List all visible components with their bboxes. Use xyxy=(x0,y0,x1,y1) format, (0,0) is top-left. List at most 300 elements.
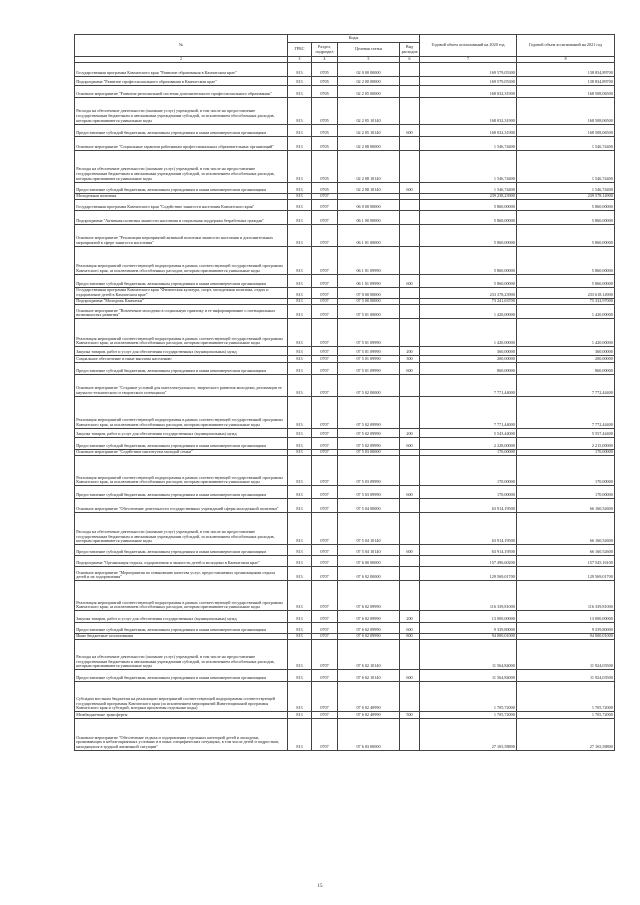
row-amount-2020: 7 771,44000 xyxy=(420,396,517,428)
table-row xyxy=(75,136,615,150)
row-kind: 800 xyxy=(400,634,420,640)
row-amount-2021: 5 860,00000 xyxy=(517,274,615,287)
row-section: 0705 xyxy=(312,182,338,193)
row-name: Расходы на обеспечение деятельности (оказание услуг) учреждений, в том числе на предоставление государственным бюджетным и автономным учреждениям субсидий, за исключением обособленных расходов, которым присваиваются уникальные коды xyxy=(75,513,288,545)
row-name: Основное мероприятие "Вовлечение молодежи в социальную практику и ее информирование о потенциальных возможностях развития" xyxy=(75,305,288,319)
row-target: 06 0 00 00000 xyxy=(338,199,400,210)
row-name: Субсидии местным бюджетам на реализацию мероприятий соответствующей подпрограммы соответствующей государственной программы Камчатского края (за исключением мероприятий Инвестиционной программы Камчатского края и субсидий, которым присвоены отдельные коды) xyxy=(75,682,288,712)
row-grbs: 813 xyxy=(288,224,312,246)
row-name: Основное мероприятие "Развитие региональной системы дополнительного профессионального образования" xyxy=(75,85,288,97)
row-kind: 600 xyxy=(400,274,420,287)
row-kind: 600 xyxy=(400,182,420,193)
row-name: Предоставление субсидий бюджетным, автономным учреждениям и иным некоммерческим организациям xyxy=(75,182,288,193)
row-grbs: 813 xyxy=(288,136,312,150)
row-kind: 600 xyxy=(400,545,420,556)
row-amount-2021: 11 924,03500 xyxy=(517,670,615,682)
row-name: Основное мероприятие "Обеспечение отдыха и оздоровления отдельных категорий детей и молодежи, проживающих в неблагоприятных условиях и в иных специфических ситуациях, в том числе детей и подростков, находящихся в трудной жизненной ситуации" xyxy=(75,718,288,750)
row-amount-2021: 1 546,74400 xyxy=(517,150,615,182)
column-number: 5 xyxy=(338,57,400,63)
row-kind xyxy=(400,62,420,76)
row-name: Подпрограмма "Развитие профессионального образования в Камчатском крае" xyxy=(75,76,288,85)
row-section: 0707 xyxy=(312,634,338,640)
table-row xyxy=(75,456,615,486)
row-target: 07 5 03 09990 xyxy=(338,486,400,499)
row-kind xyxy=(400,374,420,396)
row-amount-2020: 1 420,00000 xyxy=(420,319,517,347)
row-target: 02 2 08 10140 xyxy=(338,182,400,193)
row-section: 0707 xyxy=(312,298,338,304)
row-amount-2021: 239 578,14900 xyxy=(517,193,615,199)
table-row xyxy=(75,305,615,319)
table-row xyxy=(75,210,615,224)
row-kind xyxy=(400,210,420,224)
header-no: № xyxy=(179,42,183,48)
table-row xyxy=(75,499,615,513)
row-grbs: 813 xyxy=(288,274,312,287)
row-name: Предоставление субсидий бюджетным, автономным учреждениям и иным некоммерческим организациям xyxy=(75,486,288,499)
table-row xyxy=(75,545,615,556)
row-grbs: 813 xyxy=(288,287,312,298)
row-target: 06 1 01 00000 xyxy=(338,224,400,246)
row-amount-2021: 5 860,00000 xyxy=(517,224,615,246)
row-target: 02 2 00 00000 xyxy=(338,76,400,85)
row-section: 0707 xyxy=(312,567,338,581)
row-grbs: 813 xyxy=(288,193,312,199)
row-grbs: 813 xyxy=(288,682,312,712)
row-section: 0707 xyxy=(312,513,338,545)
row-section: 0705 xyxy=(312,76,338,85)
row-name: Реализация мероприятий соответствующей подпрограммы в рамках соответствующей государственной программы Камчатского края, за исключением обособленных расходов, которым присваиваются уникальные коды xyxy=(75,396,288,428)
row-target: 06 1 01 09990 xyxy=(338,274,400,287)
row-kind: 200 xyxy=(400,428,420,437)
table-row xyxy=(75,640,615,670)
row-section: 0707 xyxy=(312,556,338,567)
table-row xyxy=(75,428,615,437)
row-grbs: 813 xyxy=(288,62,312,76)
row-grbs: 813 xyxy=(288,718,312,750)
row-grbs: 813 xyxy=(288,449,312,455)
row-grbs: 813 xyxy=(288,356,312,362)
row-grbs: 813 xyxy=(288,305,312,319)
row-target: 07 5 01 09990 xyxy=(338,362,400,374)
column-number: 8 xyxy=(517,57,615,63)
table-row xyxy=(75,150,615,182)
row-kind: 500 xyxy=(400,712,420,718)
row-amount-2021: 2 215,00000 xyxy=(517,437,615,449)
row-kind xyxy=(400,499,420,513)
row-kind xyxy=(400,305,420,319)
budget-table xyxy=(74,34,615,751)
row-amount-2021: 233 618,14900 xyxy=(517,287,615,298)
row-section: 0707 xyxy=(312,224,338,246)
row-name: Основное мероприятие "Социальные гарантии работникам профессиональных образовательных организаций" xyxy=(75,136,288,150)
row-target: 07 5 04 10140 xyxy=(338,545,400,556)
row-section: 0707 xyxy=(312,274,338,287)
row-target: 02 2 05 10140 xyxy=(338,97,400,124)
row-kind: 600 xyxy=(400,124,420,136)
row-name: Основное мероприятие "Реализация мероприятий активной политики занятости населения и дополнительных мероприятий в сфере занятости населения" xyxy=(75,224,288,246)
row-amount-2020: 11 564,84000 xyxy=(420,640,517,670)
row-name: Социальное обеспечение и иные выплаты населению xyxy=(75,356,288,362)
row-target: 07 6 02 09990 xyxy=(338,634,400,640)
table-row xyxy=(75,396,615,428)
row-grbs: 813 xyxy=(288,319,312,347)
row-kind xyxy=(400,567,420,581)
row-amount-2020: 168 032,31900 xyxy=(420,97,517,124)
row-section: 0705 xyxy=(312,150,338,182)
row-section: 0707 xyxy=(312,486,338,499)
row-section: 0707 xyxy=(312,670,338,682)
row-amount-2020: 63 914,19500 xyxy=(420,499,517,513)
row-name: Закупка товаров, работ и услуг для обеспечения государственных (муниципальных) нужд xyxy=(75,347,288,356)
row-amount-2020: 5 860,00000 xyxy=(420,246,517,274)
row-amount-2021: 9 339,80000 xyxy=(517,623,615,634)
table-row xyxy=(75,287,615,298)
row-target: 02 0 00 00000 xyxy=(338,62,400,76)
row-amount-2021: 27 165,58800 xyxy=(517,718,615,750)
row-grbs: 813 xyxy=(288,85,312,97)
row-target: 07 5 02 09990 xyxy=(338,396,400,428)
row-name: Предоставление субсидий бюджетным, автономным учреждениям и иным некоммерческим организациям xyxy=(75,623,288,634)
row-amount-2021: 168 508,06500 xyxy=(517,124,615,136)
row-name: Государственная программа Камчатского края "Содействие занятости населения Камчатского края" xyxy=(75,199,288,210)
table-row xyxy=(75,246,615,274)
row-amount-2020: 13 000,00000 xyxy=(420,611,517,623)
header-codes: Коды xyxy=(288,35,420,43)
row-name: Основное мероприятие "Содействие институтам молодой семьи" xyxy=(75,449,288,455)
row-amount-2021: 170,00000 xyxy=(517,486,615,499)
row-name: Предоставление субсидий бюджетным, автономным учреждениям и иным некоммерческим организациям xyxy=(75,124,288,136)
row-amount-2020: 63 914,19500 xyxy=(420,545,517,556)
column-number: 6 xyxy=(400,57,420,63)
table-row xyxy=(75,362,615,374)
row-name: Расходы на обеспечение деятельности (оказание услуг) учреждений, в том числе на предоставление государственным бюджетным и автономным учреждениям субсидий, за исключением обособленных расходов, которым присваиваются уникальные коды xyxy=(75,150,288,182)
row-section: 0707 xyxy=(312,449,338,455)
row-amount-2020: 73 241,63700 xyxy=(420,298,517,304)
row-grbs: 813 xyxy=(288,670,312,682)
row-name: Подпрограмма "Организация отдыха, оздоровления и занятости детей и молодежи в Камчатском крае" xyxy=(75,556,288,567)
row-grbs: 813 xyxy=(288,210,312,224)
row-section: 0707 xyxy=(312,437,338,449)
row-kind xyxy=(400,199,420,210)
row-name: Реализация мероприятий соответствующей подпрограммы в рамках соответствующей государственной программы Камчатского края, за исключением обособленных расходов, которым присваиваются уникальные коды xyxy=(75,581,288,611)
row-section: 0707 xyxy=(312,712,338,718)
row-amount-2021: 1 705,72000 xyxy=(517,712,615,718)
row-target: 07 6 02 09990 xyxy=(338,581,400,611)
page-number: 15 xyxy=(317,884,323,889)
row-name: Реализация мероприятий соответствующей подпрограммы в рамках соответствующей государственной программы Камчатского края, за исключением обособленных расходов, которым присваиваются уникальные коды xyxy=(75,246,288,274)
row-name: Государственная программа Камчатского края "Физическая культура, спорт, молодежная политика, отдых и оздоровление детей в Камчатском крае" xyxy=(75,287,288,298)
header-vol2020: Годовой объем ассигнований на 2020 год xyxy=(420,35,517,57)
row-name: Предоставление субсидий бюджетным, автономным учреждениям и иным некоммерческим организациям xyxy=(75,274,288,287)
row-grbs: 813 xyxy=(288,182,312,193)
row-section: 0707 xyxy=(312,623,338,634)
row-target: 07 6 03 00000 xyxy=(338,718,400,750)
table-row xyxy=(75,556,615,567)
row-kind: 200 xyxy=(400,347,420,356)
row-amount-2021: 66 160,52600 xyxy=(517,499,615,513)
table-row xyxy=(75,224,615,246)
table-row xyxy=(75,199,615,210)
row-name: Предоставление субсидий бюджетным, автономным учреждениям и иным некоммерческим организациям xyxy=(75,670,288,682)
row-amount-2020: 5 860,00000 xyxy=(420,274,517,287)
row-name: Молодежная политика xyxy=(75,193,288,199)
row-amount-2021: 1 705,72000 xyxy=(517,682,615,712)
row-grbs: 813 xyxy=(288,428,312,437)
row-target: 07 5 01 09990 xyxy=(338,347,400,356)
row-grbs: 813 xyxy=(288,567,312,581)
row-amount-2020: 168 032,31900 xyxy=(420,85,517,97)
row-section: 0707 xyxy=(312,210,338,224)
row-amount-2020: 11 564,84000 xyxy=(420,670,517,682)
row-amount-2020: 169 579,05300 xyxy=(420,62,517,76)
row-section: 0705 xyxy=(312,97,338,124)
row-name: Реализация мероприятий соответствующей подпрограммы в рамках соответствующей государственной программы Камчатского края, за исключением обособленных расходов, которым присваиваются уникальные коды xyxy=(75,456,288,486)
row-grbs: 813 xyxy=(288,362,312,374)
row-section: 0707 xyxy=(312,611,338,623)
row-amount-2021: 138 834,89700 xyxy=(517,62,615,76)
row-amount-2021: 860,00000 xyxy=(517,362,615,374)
row-name: Расходы на обеспечение деятельности (оказание услуг) учреждений, в том числе на предоставление государственным бюджетным и автономным учреждениям субсидий, за исключением обособленных расходов, которым присваиваются уникальные коды xyxy=(75,640,288,670)
budget-rows xyxy=(75,62,615,750)
row-grbs: 813 xyxy=(288,640,312,670)
row-section: 0707 xyxy=(312,246,338,274)
row-target: 06 1 01 09990 xyxy=(338,246,400,274)
row-amount-2020: 9 339,80000 xyxy=(420,623,517,634)
row-grbs: 813 xyxy=(288,513,312,545)
row-grbs: 813 xyxy=(288,456,312,486)
row-kind xyxy=(400,396,420,428)
row-name: Реализация мероприятий соответствующей подпрограммы в рамках соответствующей государственной программы Камчатского края, за исключением обособленных расходов, которым присваиваются уникальные коды xyxy=(75,319,288,347)
row-amount-2020: 239 238,23900 xyxy=(420,193,517,199)
row-amount-2020: 1 546,74400 xyxy=(420,150,517,182)
row-name: Подпрограмма "Молодежь Камчатки" xyxy=(75,298,288,304)
row-grbs: 813 xyxy=(288,499,312,513)
row-amount-2020: 169 579,05300 xyxy=(420,76,517,85)
row-name: Иные бюджетные ассигнования xyxy=(75,634,288,640)
row-target: 02 2 08 10140 xyxy=(338,150,400,182)
table-row xyxy=(75,670,615,682)
row-name: Основное мероприятие "Мероприятия по повышению качества услуг, предоставляемых организациями отдыха детей и их оздоровления" xyxy=(75,567,288,581)
row-section: 0707 xyxy=(312,374,338,396)
row-name: Межбюджетные трансферты xyxy=(75,712,288,718)
row-target: 06 1 00 00000 xyxy=(338,210,400,224)
row-amount-2021: 138 834,89700 xyxy=(517,76,615,85)
row-grbs: 813 xyxy=(288,712,312,718)
row-kind xyxy=(400,319,420,347)
row-amount-2020: 5 543,44000 xyxy=(420,428,517,437)
row-target: 07 6 02 09990 xyxy=(338,623,400,634)
column-number: 2 xyxy=(75,57,288,63)
row-amount-2021: 170,00000 xyxy=(517,456,615,486)
row-amount-2021: 13 000,00000 xyxy=(517,611,615,623)
row-amount-2021: 1 546,74400 xyxy=(517,136,615,150)
row-amount-2020: 94 000,01000 xyxy=(420,634,517,640)
row-amount-2020: 7 771,44000 xyxy=(420,374,517,396)
row-grbs: 813 xyxy=(288,150,312,182)
row-amount-2020: 200,00000 xyxy=(420,356,517,362)
row-kind xyxy=(400,682,420,712)
row-kind: 600 xyxy=(400,486,420,499)
row-grbs: 813 xyxy=(288,124,312,136)
row-amount-2021: 5 860,00000 xyxy=(517,210,615,224)
table-row xyxy=(75,319,615,347)
row-grbs: 813 xyxy=(288,437,312,449)
row-amount-2021: 7 772,44400 xyxy=(517,374,615,396)
table-row xyxy=(75,97,615,124)
row-amount-2020: 157 496,60200 xyxy=(420,556,517,567)
row-target: 02 2 08 00000 xyxy=(338,136,400,150)
row-kind xyxy=(400,513,420,545)
row-amount-2021: 5 860,00000 xyxy=(517,246,615,274)
row-name: Предоставление субсидий бюджетным, автономным учреждениям и иным некоммерческим организациям xyxy=(75,545,288,556)
row-kind xyxy=(400,85,420,97)
row-kind xyxy=(400,224,420,246)
row-amount-2021: 200,00000 xyxy=(517,356,615,362)
row-amount-2020: 2 228,00000 xyxy=(420,437,517,449)
row-grbs: 813 xyxy=(288,581,312,611)
row-target: 07 5 02 09990 xyxy=(338,437,400,449)
row-amount-2021: 66 160,52600 xyxy=(517,545,615,556)
row-section: 0707 xyxy=(312,718,338,750)
row-target: 07 0 00 00000 xyxy=(338,287,400,298)
table-row xyxy=(75,623,615,634)
row-target: 07 6 02 00000 xyxy=(338,567,400,581)
row-amount-2021: 5 557,44400 xyxy=(517,428,615,437)
row-kind: 300 xyxy=(400,356,420,362)
header-vol2021: Годовой объем ассигнований на 2021 год xyxy=(517,35,615,57)
table-row xyxy=(75,124,615,136)
row-target: 07 5 04 00000 xyxy=(338,499,400,513)
row-name: Основное мероприятие "Обеспечение деятельности государственных учреждений сферы молодежной политики" xyxy=(75,499,288,513)
row-amount-2021: 1 420,00000 xyxy=(517,319,615,347)
table-row xyxy=(75,513,615,545)
row-target: 07 5 01 09990 xyxy=(338,356,400,362)
row-amount-2020: 63 914,19500 xyxy=(420,513,517,545)
row-section: 0705 xyxy=(312,62,338,76)
row-amount-2020: 116 339,81000 xyxy=(420,581,517,611)
row-kind: 600 xyxy=(400,670,420,682)
table-row xyxy=(75,76,615,85)
row-target: 07 6 02 40990 xyxy=(338,682,400,712)
row-name: Подпрограмма "Активная политика занятости населения и социальная поддержка безработных граждан" xyxy=(75,210,288,224)
row-section: 0705 xyxy=(312,136,338,150)
row-target: 07 5 03 09990 xyxy=(338,456,400,486)
row-section: 0707 xyxy=(312,456,338,486)
row-amount-2021: 129 569,01700 xyxy=(517,567,615,581)
row-name: Основное мероприятие "Создание условий для интеллектуального, творческого развития молодежи, реализации ее научного-технического и творческого потенциала" xyxy=(75,374,288,396)
row-target: 07 6 02 40990 xyxy=(338,712,400,718)
row-section: 0707 xyxy=(312,545,338,556)
table-row xyxy=(75,274,615,287)
row-amount-2020: 170,00000 xyxy=(420,449,517,455)
row-section: 0707 xyxy=(312,356,338,362)
column-number: 7 xyxy=(420,57,517,63)
row-grbs: 813 xyxy=(288,486,312,499)
row-target: 07 6 02 10140 xyxy=(338,640,400,670)
row-target: 07 5 03 00000 xyxy=(338,449,400,455)
row-amount-2020: 1 420,00000 xyxy=(420,305,517,319)
table-row xyxy=(75,486,615,499)
table-row xyxy=(75,567,615,581)
row-target: 07 5 04 10140 xyxy=(338,513,400,545)
row-amount-2020: 1 546,74400 xyxy=(420,136,517,150)
row-amount-2020: 5 860,00000 xyxy=(420,210,517,224)
header-target: Целевая статья xyxy=(338,43,400,57)
row-grbs: 813 xyxy=(288,556,312,567)
row-kind xyxy=(400,640,420,670)
row-section: 0707 xyxy=(312,640,338,670)
column-number: 3 xyxy=(288,57,312,63)
row-kind xyxy=(400,456,420,486)
row-target: 07 5 02 00000 xyxy=(338,374,400,396)
row-section: 0707 xyxy=(312,305,338,319)
row-section: 0707 xyxy=(312,199,338,210)
row-section: 0707 xyxy=(312,499,338,513)
row-target: 02 2 05 10140 xyxy=(338,124,400,136)
row-kind xyxy=(400,287,420,298)
row-grbs: 813 xyxy=(288,396,312,428)
row-grbs: 813 xyxy=(288,623,312,634)
row-kind xyxy=(400,556,420,567)
row-section: 0707 xyxy=(312,362,338,374)
row-target: 07 6 02 09990 xyxy=(338,611,400,623)
row-amount-2020: 168 032,31900 xyxy=(420,124,517,136)
row-grbs: 813 xyxy=(288,76,312,85)
row-kind: 600 xyxy=(400,623,420,634)
row-grbs: 813 xyxy=(288,545,312,556)
column-number: 4 xyxy=(312,57,338,63)
row-kind xyxy=(400,246,420,274)
row-section: 0707 xyxy=(312,193,338,199)
row-section: 0707 xyxy=(312,682,338,712)
table-row xyxy=(75,374,615,396)
row-target: 07 5 01 00000 xyxy=(338,305,400,319)
row-name: Закупка товаров, работ и услуг для обеспечения государственных (муниципальных) нужд xyxy=(75,611,288,623)
row-amount-2021: 11 924,03500 xyxy=(517,640,615,670)
row-kind xyxy=(400,136,420,150)
row-amount-2020: 5 860,00000 xyxy=(420,199,517,210)
row-amount-2021: 1 546,74400 xyxy=(517,182,615,193)
row-amount-2020: 170,00000 xyxy=(420,456,517,486)
row-grbs: 813 xyxy=(288,199,312,210)
row-grbs: 813 xyxy=(288,347,312,356)
row-kind: 600 xyxy=(400,437,420,449)
row-amount-2021: 116 339,81000 xyxy=(517,581,615,611)
row-name: Предоставление субсидий бюджетным, автономным учреждениям и иным некоммерческим организациям xyxy=(75,437,288,449)
row-name: Предоставление субсидий бюджетным, автономным учреждениям и иным некоммерческим организациям xyxy=(75,362,288,374)
row-kind xyxy=(400,581,420,611)
header-name xyxy=(75,35,288,57)
row-kind xyxy=(400,718,420,750)
row-target: 02 2 05 00000 xyxy=(338,85,400,97)
row-target: 07 5 02 09990 xyxy=(338,428,400,437)
row-name: Государственная программа Камчатского края "Развитие образования в Камчатском крае" xyxy=(75,62,288,76)
row-kind: 200 xyxy=(400,611,420,623)
row-grbs: 813 xyxy=(288,298,312,304)
row-amount-2021: 170,00000 xyxy=(517,449,615,455)
row-target: 07 5 00 00000 xyxy=(338,298,400,304)
row-kind xyxy=(400,76,420,85)
table-row xyxy=(75,682,615,712)
table-row xyxy=(75,611,615,623)
table-row xyxy=(75,182,615,193)
row-amount-2020: 129 569,01700 xyxy=(420,567,517,581)
row-amount-2020: 1 546,74400 xyxy=(420,182,517,193)
row-section: 0707 xyxy=(312,319,338,347)
row-kind xyxy=(400,150,420,182)
table-row xyxy=(75,85,615,97)
